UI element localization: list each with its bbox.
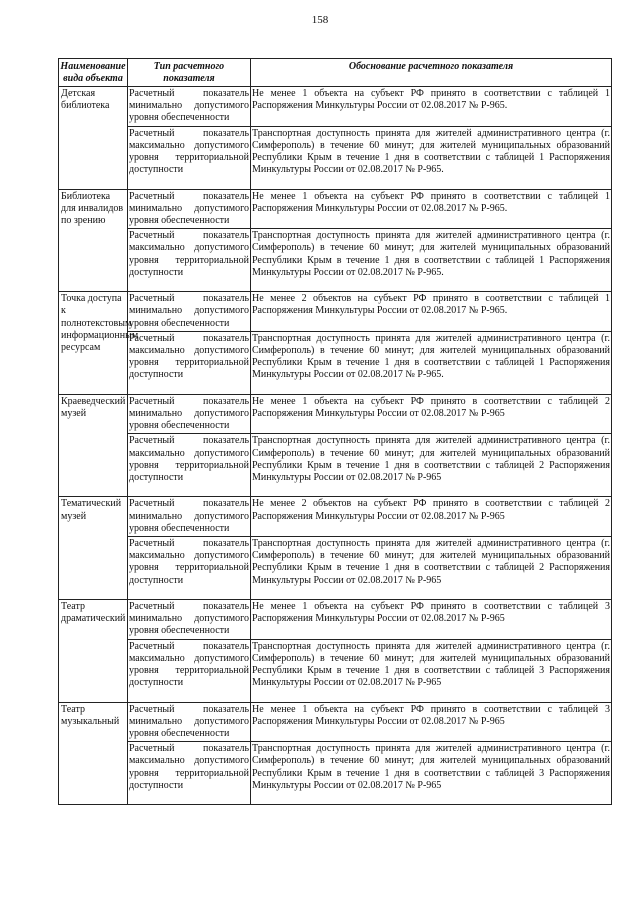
indicator-type-cell: Расчетный показатель минимально допустимого уровня обеспеченности [128, 189, 251, 229]
column-header-type: Тип расчетного показателя [128, 59, 251, 87]
indicator-basis-cell: Транспортная доступность принята для жителей административного центра (г. Симферополь) в течение 60 минут; для жителей муниципальных образований Республики Крым в течение 1 дня в соответствии с таблицей 1 Распоряжения Минкультуры России от 02.08.2017 № Р-965. [251, 126, 612, 189]
indicator-type-cell: Расчетный показатель максимально допустимого уровня территориальной доступности [128, 639, 251, 702]
table-row [59, 87, 612, 127]
object-name-cell: Тематический музей [59, 497, 128, 600]
object-name-cell: Точка доступа к полнотекстовым информационным ресурсам [59, 292, 128, 395]
table-row [59, 292, 612, 332]
object-name-cell: Краеведческий музей [59, 394, 128, 497]
indicator-basis-cell: Транспортная доступность принята для жителей административного центра (г. Симферополь) в течение 60 минут; для жителей муниципальных образований Республики Крым в течение 1 дня в соответствии с таблицей 1 Распоряжения Минкультуры России от 02.08.2017 № Р-965. [251, 331, 612, 394]
indicator-type-cell: Расчетный показатель минимально допустимого уровня обеспеченности [128, 600, 251, 640]
indicator-basis-cell: Транспортная доступность принята для жителей административного центра (г. Симферополь) в течение 60 минут; для жителей муниципальных образований Республики Крым в течение 1 дня в соответствии с таблицей 2 Распоряжения Минкультуры России от 02.08.2017 № Р-965 [251, 537, 612, 600]
indicator-type-cell: Расчетный показатель максимально допустимого уровня территориальной доступности [128, 229, 251, 292]
object-name-cell: Театр музыкальный [59, 702, 128, 805]
table-row [59, 742, 612, 805]
page-number: 158 [311, 14, 329, 26]
indicator-type-cell: Расчетный показатель минимально допустимого уровня обеспеченности [128, 394, 251, 434]
table-row [59, 639, 612, 702]
table-row [59, 394, 612, 434]
indicator-type-cell: Расчетный показатель минимально допустимого уровня обеспеченности [128, 497, 251, 537]
indicator-basis-cell: Не менее 1 объекта на субъект РФ принято в соответствии с таблицей 3 Распоряжения Минкультуры России от 02.08.2017 № Р-965 [251, 600, 612, 640]
indicator-basis-cell: Транспортная доступность принята для жителей административного центра (г. Симферополь) в течение 60 минут; для жителей муниципальных образований Республики Крым в течение 1 дня в соответствии с таблицей 3 Распоряжения Минкультуры России от 02.08.2017 № Р-965 [251, 742, 612, 805]
indicator-type-cell: Расчетный показатель максимально допустимого уровня территориальной доступности [128, 126, 251, 189]
table-row [59, 600, 612, 640]
indicator-basis-cell: Транспортная доступность принята для жителей административного центра (г. Симферополь) в течение 60 минут; для жителей муниципальных образований Республики Крым в течение 1 дня в соответствии с таблицей 2 Распоряжения Минкультуры России от 02.08.2017 № Р-965 [251, 434, 612, 497]
indicator-type-cell: Расчетный показатель максимально допустимого уровня территориальной доступности [128, 434, 251, 497]
indicator-basis-cell: Не менее 1 объекта на субъект РФ принято в соответствии с таблицей 1 Распоряжения Минкультуры России от 02.08.2017 № Р-965. [251, 189, 612, 229]
indicator-type-cell: Расчетный показатель максимально допустимого уровня территориальной доступности [128, 331, 251, 394]
object-name-cell: Библиотека для инвалидов по зрению [59, 189, 128, 292]
indicator-type-cell: Расчетный показатель минимально допустимого уровня обеспеченности [128, 87, 251, 127]
indicator-basis-cell: Не менее 1 объекта на субъект РФ принято в соответствии с таблицей 1 Распоряжения Минкультуры России от 02.08.2017 № Р-965. [251, 87, 612, 127]
table-row [59, 189, 612, 229]
indicator-type-cell: Расчетный показатель минимально допустимого уровня обеспеченности [128, 292, 251, 332]
indicator-type-cell: Расчетный показатель максимально допустимого уровня территориальной доступности [128, 537, 251, 600]
indicator-basis-cell: Не менее 1 объекта на субъект РФ принято в соответствии с таблицей 2 Распоряжения Минкультуры России от 02.08.2017 № Р-965 [251, 394, 612, 434]
indicator-basis-cell: Не менее 2 объектов на субъект РФ принято в соответствии с таблицей 2 Распоряжения Минкультуры России от 02.08.2017 № Р-965 [251, 497, 612, 537]
table-row [59, 434, 612, 497]
table-row [59, 229, 612, 292]
column-header-basis: Обоснование расчетного показателя [251, 59, 612, 87]
indicator-basis-cell: Не менее 2 объектов на субъект РФ принято в соответствии с таблицей 1 Распоряжения Минкультуры России от 02.08.2017 № Р-965. [251, 292, 612, 332]
indicator-basis-cell: Не менее 1 объекта на субъект РФ принято в соответствии с таблицей 3 Распоряжения Минкультуры России от 02.08.2017 № Р-965 [251, 702, 612, 742]
indicator-type-cell: Расчетный показатель минимально допустимого уровня обеспеченности [128, 702, 251, 742]
table-row [59, 331, 612, 394]
indicator-basis-cell: Транспортная доступность принята для жителей административного центра (г. Симферополь) в течение 60 минут; для жителей муниципальных образований Республики Крым в течение 1 дня в соответствии с таблицей 3 Распоряжения Минкультуры России от 02.08.2017 № Р-965 [251, 639, 612, 702]
table-row [59, 537, 612, 600]
indicator-type-cell: Расчетный показатель максимально допустимого уровня территориальной доступности [128, 742, 251, 805]
column-header-name: Наименование вида объекта [59, 59, 128, 87]
table-row [59, 126, 612, 189]
object-name-cell: Детская библиотека [59, 87, 128, 190]
object-name-cell: Театр драматический [59, 600, 128, 703]
table-row [59, 497, 612, 537]
indicators-table [58, 58, 612, 805]
table-header-row [59, 59, 612, 87]
indicator-basis-cell: Транспортная доступность принята для жителей административного центра (г. Симферополь) в течение 60 минут; для жителей муниципальных образований Республики Крым в течение 1 дня в соответствии с таблицей 1 Распоряжения Минкультуры России от 02.08.2017 № Р-965. [251, 229, 612, 292]
table-row [59, 702, 612, 742]
